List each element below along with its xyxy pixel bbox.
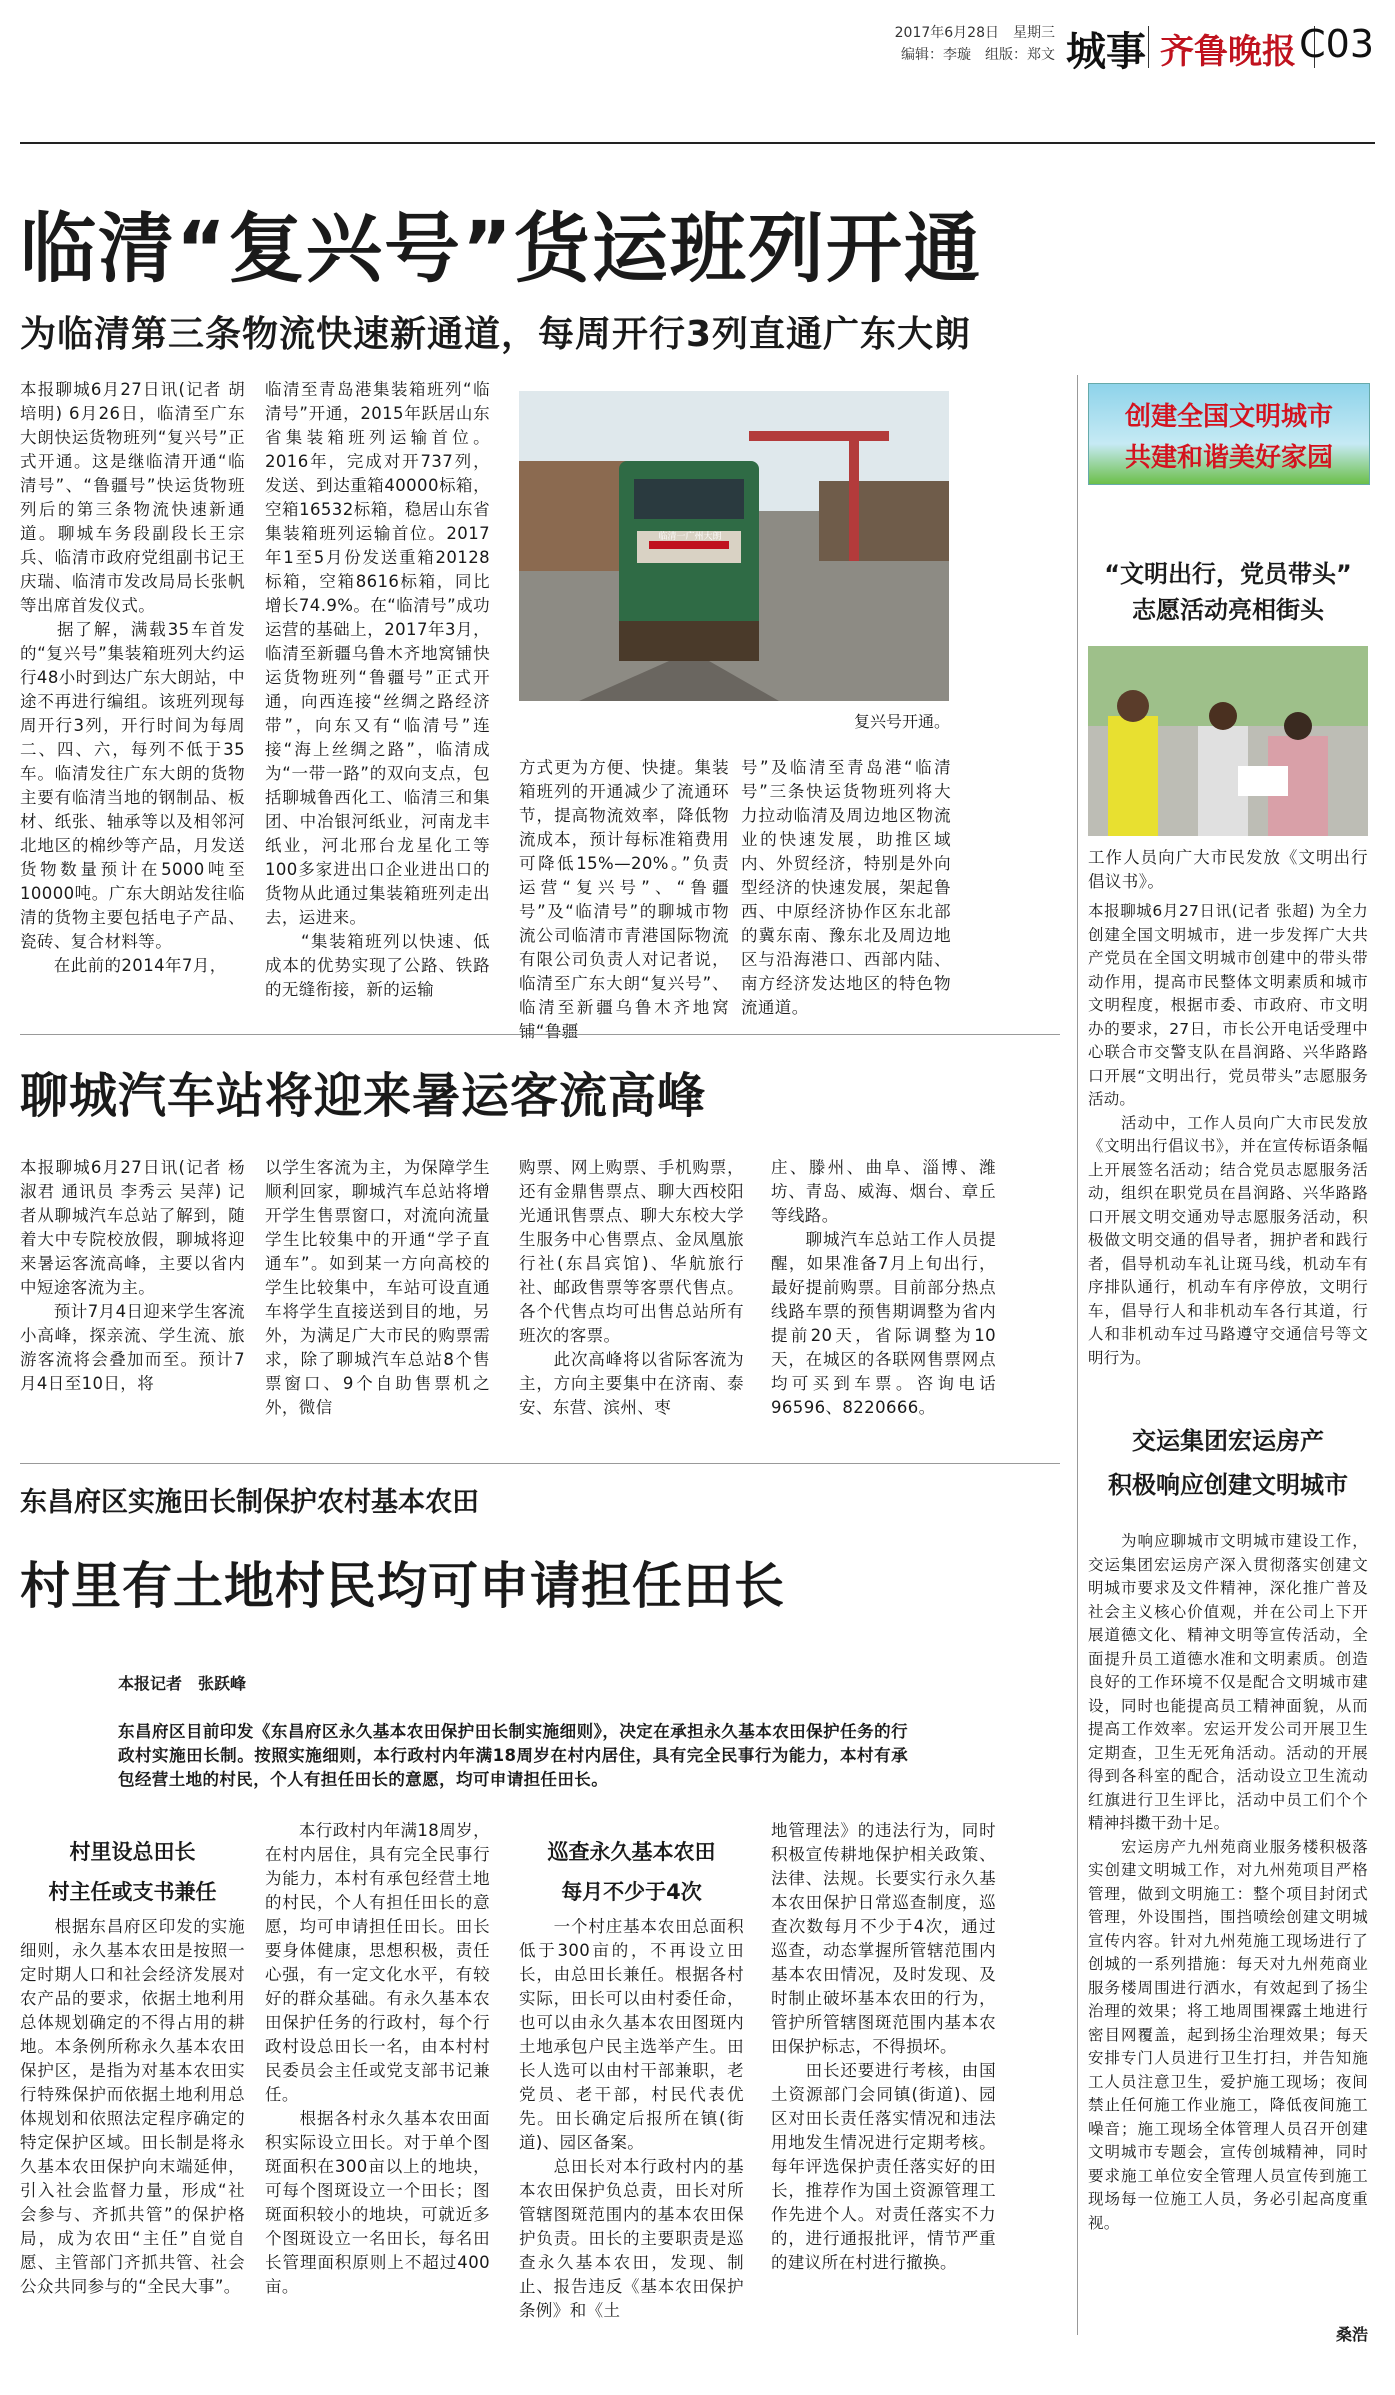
banner-line-2: 共建和谐美好家园 bbox=[1124, 443, 1333, 473]
volunteer-illustration bbox=[1088, 646, 1368, 836]
article3-rule bbox=[20, 1463, 1060, 1464]
article4-title-line1: “文明出行，党员带头” bbox=[1104, 560, 1352, 588]
article2-column-2: 以学生客流为主，为保障学生顺利回家，聊城汽车总站将增开学生售票窗口，对流向流量学生比较集中的开通“学子直通车”。如到某一方向高校的学生比较集中，车站可设直通车将学生直接送到目的地，另外，为满足广大市民的购票需求，除了聊城汽车总站8个售票窗口、9个自助售票机之外，微信 bbox=[265, 1158, 490, 1417]
column-rule bbox=[1077, 375, 1078, 2335]
article3-column-4: 地管理法》的违法行为，同时积极宣传耕地保护相关政策、法律、法规。长要实行永久基本农田保护日常巡查制度，巡查次数每月不少于4次，通过巡查，动态掌握所管辖范围内基本农田情况，及时发现、及时制止破坏基本农田的行为，管护所管辖图斑范围内基本农田保护标志，不得损坏。 田长还要进行考核，由国土资源部门会同镇(街道)、园区对田长责任落实情况和违法用地发生情况进行定期考核。每年评选保护责任落实好的田长，推荐作为国土资源管理工作先进个人。对责任落实不力的，进行通报批评，情节严重的建议所在村进行撤换。 bbox=[771, 1821, 996, 2272]
article3-subhead-1-line2: 村主任或支书兼任 bbox=[48, 1880, 217, 1904]
article2-column-1: 本报聊城6月27日讯(记者 杨淑君 通讯员 李秀云 吴萍) 记者从聊城汽车总站了解到，随着大中专院校放假，聊城将迎来暑运客流高峰，主要以省内中短途客流为主。 预计7月4日迎来学生客流小高峰，探亲流、学生流、旅游客流将会叠加而至。预计7月4日至10日，将 bbox=[20, 1158, 245, 1393]
section-name: 城事 bbox=[1066, 29, 1146, 75]
article3-column-1: 根据东昌府区印发的实施细则，永久基本农田是按照一定时期人口和社会经济发展对农产品的要求，依据土地利用总体规划确定的不得占用的耕地。本条例所称永久基本农田保护区，是指为对基本农田实行特殊保护而依据土地利用总体规划和依照法定程序确定的特定保护区域。田长制是将永久基本农田保护向末端延伸，引入社会监督力量，形成“社会参与、齐抓共管”的保护格局，成为农田“主任”自觉自愿、主管部门齐抓共管、社会公众共同参与的“全民大事”。 bbox=[20, 1917, 245, 2296]
article3-column-2: 本行政村内年满18周岁，在村内居住，具有完全民事行为能力，本村有承包经营土地的村民，个人有担任田长的意愿，均可申请担任田长。田长要身体健康，思想积极，责任心强，有一定文化水平，有较好的群众基础。有永久基本农田保护任务的行政村，每个行政村设总田长一名，由本村村民委员会主任或党支部书记兼任。 根据各村永久基本农田面积实际设立田长。对于单个图斑面积在300亩以上的地块，可每个图斑设立一个田长；图斑面积较小的地块，可就近多个图斑设立一名田长，每名田长管理面积原则上不超过400亩。 bbox=[265, 1821, 490, 2296]
banner-line-1: 创建全国文明城市 bbox=[1124, 402, 1333, 432]
article3-headline: 村里有土地村民均可申请担任田长 bbox=[20, 1557, 785, 1615]
article5-title-line1: 交运集团宏运房产 bbox=[1132, 1427, 1324, 1455]
article1-column-4: 号”及临清至青岛港“临清号”三条快运货物班列将大力拉动临清及周边地区物流业的快速发展，助推区域内、外贸经济，特别是外向型经济的快速发展，架起鲁西、中原经济协作区东北部的冀东南、豫东北及周边地区与沿海港口、西部内陆、南方经济发达地区的特色物流通道。 bbox=[741, 758, 951, 1017]
article2-headline: 聊城汽车站将迎来暑运客流高峰 bbox=[20, 1068, 707, 1124]
article2-column-3: 购票、网上购票、手机购票，还有金鼎售票点、聊大西校阳光通讯售票点、聊大东校大学生服务中心售票点、金凤凰旅行社(东昌宾馆)、华航旅行社、邮政售票等客票代售点。各个代售点均可出售总站所有班次的客票。 此次高峰将以省际客流为主，方向主要集中在济南、泰安、东营、滨州、枣 bbox=[519, 1158, 744, 1417]
article5-title bbox=[1088, 1423, 1368, 1503]
article1-column-1: 本报聊城6月27日讯(记者 胡培明) 6月26日，临清至广东大朗快运货物班列“复兴号”正式开通。这是继临清开通“临清号”、“鲁疆号”快运货物班列后的第三条物流快速新通道。聊城车务段副段长王宗兵、临清市政府党组副书记王庆瑞、临清市发改局局长张帆等出席首发仪式。 据了解，满载35车首发的“复兴号”集装箱班列大约运行48小时到达广东大朗站，中途不再进行编组。该班列现每周开行3列，开行时间为每周二、四、六，每列不低于35车。临清发往广东大朗的货物主要有临清当地的钢制品、板材、纸张、轴承等以及相邻河北地区的棉纱等产品，月发送货物数量预计在5000吨至10000吨。广东大朗站发往临清的货物主要包括电子产品、瓷砖、复合材料等。 在此前的2014年7月， bbox=[20, 380, 245, 975]
train-sign: 临清一广州大朗 bbox=[658, 532, 722, 542]
article5-body: 为响应聊城市文明城市建设工作，交运集团宏运房产深入贯彻落实创建文明城市要求及文件精神，深化推广普及社会主义核心价值观，并在公司上下开展道德文化、精神文明等宣传活动，全面提升员工道德水准和文明素质。创造良好的工作环境不仅是配合文明城市建设，同时也能提高员工精神面貌，从而提高工作效率。宏运开发公司开展卫生定期查，卫生无死角活动。活动的开展得到各科室的配合，活动设立卫生流动红旗进行卫生评比，活动中员工们个个精神抖擞干劲十足。 宏运房产九州苑商业服务楼积极落实创建文明城工作，对九州苑项目严格管理，做到文明施工：整个项目封闭式管理，外设围挡，围挡喷绘创建文明城宣传内容。针对九州苑施工现场进行了创城的一系列措施：每天对九州苑商业服务楼周围进行洒水，有效起到了扬尘治理的效果；将工地周围裸露土地进行密目网覆盖，起到扬尘治理效果；每天安排专门人员进行卫生打扫，并告知施工人员注意卫生，爱护施工现场；夜间禁止任何施工作业施工，降低夜间施工噪音；施工现场全体管理人员召开创建文明城市专题会，宣传创城精神，同时要求施工单位安全管理人员宣传到施工现场每一位施工人员，务必引起高度重视。 bbox=[1088, 1532, 1368, 2232]
article2-column-4: 庄、滕州、曲阜、淄博、潍坊、青岛、威海、烟台、章丘等线路。 聊城汽车总站工作人员提醒，如果准备7月上旬出行，最好提前购票。目前部分热点线路车票的预售期调整为省内提前20天，省际调整为10天，在城区的各联网售票网点均可买到车票。咨询电话96596、8220666。 bbox=[771, 1158, 996, 1417]
article3-subhead-2-line1: 巡查永久基本农田 bbox=[547, 1840, 716, 1864]
editor-credit: 编辑：李璇 组版：郑文 bbox=[901, 47, 1055, 63]
article4-title bbox=[1088, 556, 1368, 628]
article3-subhead-1-line1: 村里设总田长 bbox=[69, 1840, 196, 1864]
article3-subhead-2-line2: 每月不少于4次 bbox=[561, 1880, 702, 1904]
article4-photo-caption: 工作人员向广大市民发放《文明出行倡议书》。 bbox=[1088, 848, 1368, 891]
masthead-rule bbox=[20, 142, 1375, 144]
article1-photo bbox=[519, 391, 949, 701]
article3-lead: 东昌府区目前印发《东昌府区永久基本农田保护田长制实施细则》，决定在承担永久基本农田保护任务的行政村实施田长制。按照实施细则，本行政村内年满18周岁在村内居住，具有完全民事行为能力，本村有承包经营土地的村民，个人有担任田长的意愿，均可申请担任田长。 bbox=[118, 1722, 908, 1789]
civilization-banner bbox=[1088, 383, 1370, 485]
article3-kicker: 东昌府区实施田长制保护农村基本农田 bbox=[20, 1487, 479, 1518]
issue-date: 2017年6月28日 星期三 bbox=[894, 25, 1055, 41]
article5-title-line2: 积极响应创建文明城市 bbox=[1108, 1471, 1348, 1499]
page-number: C03 bbox=[1299, 22, 1374, 66]
article5-signature: 桑浩 bbox=[1335, 2325, 1368, 2344]
newspaper-logo: 齐鲁晚报 bbox=[1160, 32, 1296, 72]
article1-column-2: 临清至青岛港集装箱班列“临清号”开通，2015年跃居山东省集装箱班列运输首位。2016年，完成对开737列，发送、到达重箱40000标箱，空箱16532标箱，稳居山东省集装箱班列运输首位。2017年1至5月份发送重箱20128标箱，空箱8616标箱，同比增长74.9%。在“临清号”成功运营的基础上，2017年3月，临清至新疆乌鲁木齐地窝铺快运货物班列“鲁疆号”正式开通，向西连接“丝绸之路经济带”，向东又有“临清号”连接“海上丝绸之路”，临清成为“一带一路”的双向支点，包括聊城鲁西化工、临清三和集团、中冶银河纸业，河南龙丰纸业，河北邢台龙星化工等100多家进出口企业进出口的货物从此通过集装箱班列走出去，运进来。 “集装箱班列以快速、低成本的优势实现了公路、铁路的无缝衔接，新的运输 bbox=[265, 380, 490, 999]
article1-photo-caption: 复兴号开通。 bbox=[853, 712, 950, 731]
article3-subhead-1 bbox=[20, 1832, 245, 1912]
article2-rule bbox=[20, 1034, 1060, 1035]
article4-title-line2: 志愿活动亮相街头 bbox=[1132, 596, 1324, 624]
train-illustration bbox=[519, 391, 949, 701]
article3-subhead-2 bbox=[519, 1832, 744, 1912]
article1-headline: 临清“复兴号”货运班列开通 bbox=[20, 204, 982, 293]
article1-column-3: 方式更为方便、快捷。集装箱班列的开通减少了流通环节，提高物流效率，降低物流成本，预计每标准箱费用可降低15%—20%。”负责运营“复兴号”、“鲁疆号”及“临清号”的聊城市物流公司临清市青港国际物流有限公司负责人对记者说，临清至广东大朗“复兴号”、临清至新疆乌鲁木齐地窝铺“鲁疆 bbox=[519, 758, 729, 1041]
article4-photo bbox=[1088, 646, 1368, 836]
article3-byline: 本报记者 张跃峰 bbox=[118, 1674, 247, 1693]
article4-body: 本报聊城6月27日讯(记者 张超) 为全力创建全国文明城市，进一步发挥广大共产党员在全国文明城市创建中的带头带动作用，提高市民整体文明素质和城市文明程度，根据市委、市政府、市文明办的要求，27日，市长公开电话受理中心联合市交警支队在昌润路、兴华路路口开展“文明出行，党员带头”志愿服务活动。 活动中，工作人员向广大市民发放《文明出行倡议书》，并在宣传标语条幅上开展签名活动；结合党员志愿服务活动，组织在职党员在昌润路、兴华路路口开展文明交通劝导志愿服务活动，积极做文明交通的倡导者，拥护者和践行者，倡导机动车礼让斑马线，机动车有序排队通行，机动车有序停放，文明行车，倡导行人和非机动车各行其道，行人和非机动车过马路遵守交通信号等文明行为。 bbox=[1088, 902, 1368, 1367]
masthead-divider bbox=[1148, 26, 1149, 68]
article1-subhead: 为临清第三条物流快速新通道，每周开行3列直通广东大朗 bbox=[20, 314, 972, 355]
article3-column-3: 一个村庄基本农田总面积低于300亩的，不再设立田长，由总田长兼任。根据各村实际，田长可以由村委任命，也可以由永久基本农田图斑内土地承包户民主选举产生。田长人选可以由村干部兼职，老党员、老干部，村民代表优先。田长确定后报所在镇(街道)、园区备案。 总田长对本行政村内的基本农田保护负总责，田长对所管辖图斑范围内的基本农田保护负责。田长的主要职责是巡查永久基本农田，发现、制止、报告违反《基本农田保护条例》和《土 bbox=[519, 1917, 744, 2320]
